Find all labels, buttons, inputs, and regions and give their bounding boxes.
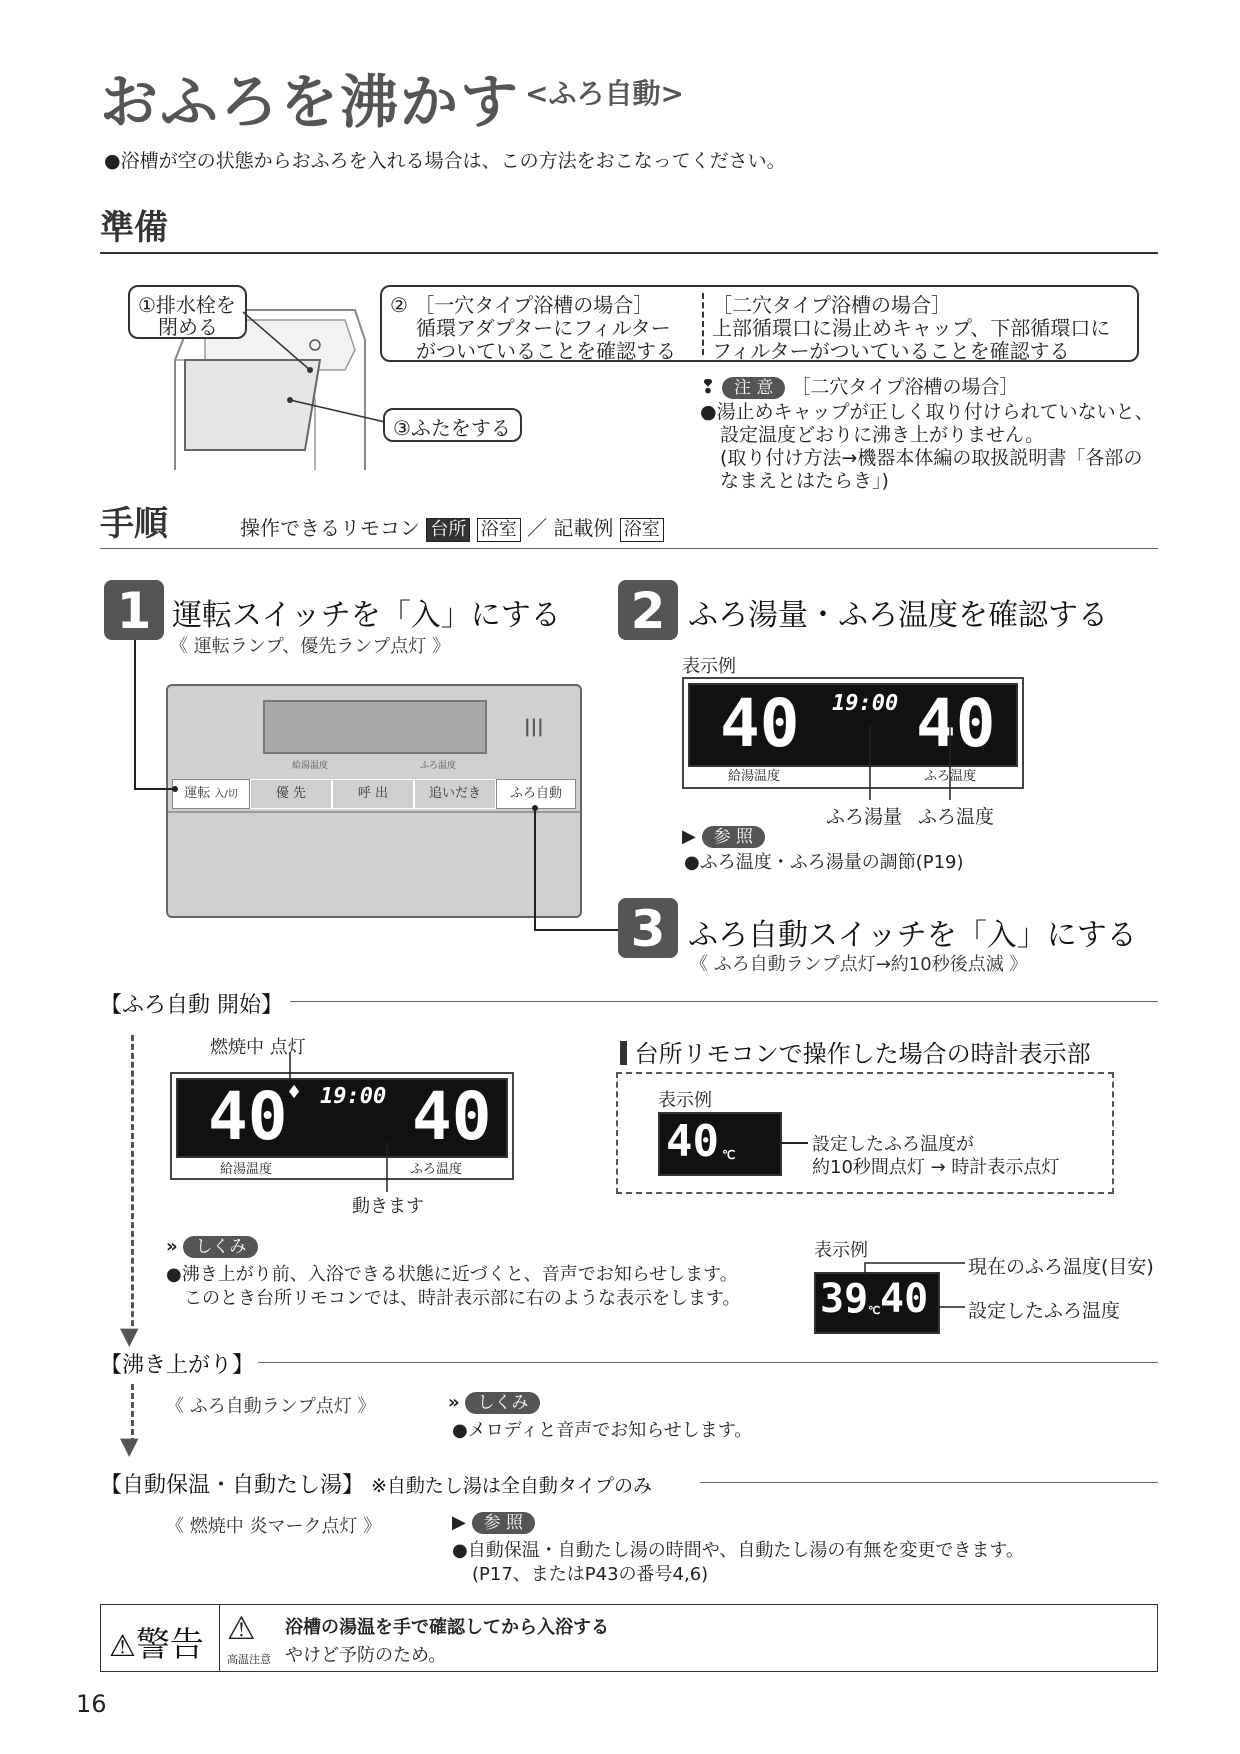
ex2-set: 設定したふろ温度 (968, 1300, 1121, 1322)
step1-title: 運転スイッチを「入」にする (172, 598, 561, 633)
step3-note: 《 ふろ自動ランプ点灯→約10秒後点滅 》 (690, 954, 1028, 975)
caution-title: ［二穴タイプ浴槽の場合］ (791, 376, 1019, 398)
prep-item1-line1: ①排水栓を (138, 293, 236, 317)
warning-text: やけど予防のため。 (285, 1645, 447, 1666)
step2-lcd-label-left: 給湯温度 (728, 769, 781, 784)
ref-arrow-icon: ▶ (682, 826, 696, 847)
done-rule (258, 1362, 1158, 1363)
ex2-current: 現在のふろ温度(目安) (968, 1256, 1154, 1278)
page-number: 16 (76, 1690, 107, 1718)
step2-ref-text: ●ふろ温度・ふろ湯量の調節(P19) (684, 852, 964, 873)
remote-label: 操作できるリモコン (240, 516, 420, 540)
hot-caption: 高温注意 (227, 1653, 271, 1666)
prep-item2b-line2: 上部循環口に湯止めキャップ、下部循環口に (712, 316, 1111, 340)
caution-header (700, 372, 1018, 399)
remote-label-right: ふろ温度 (420, 761, 457, 771)
keep-ref-header (452, 1512, 535, 1534)
start-lcd-left: 40 (208, 1078, 288, 1155)
warning-box (100, 1604, 1158, 1672)
start-lcd-clock: 19:00 (320, 1084, 387, 1109)
step2-ref-header (682, 826, 765, 848)
remote-row (240, 512, 664, 542)
keep-note: 《 燃焼中 炎マーク点灯 》 (166, 1516, 382, 1537)
kitchen-example-label: 表示例 (658, 1090, 712, 1111)
power-button-sub: 入/切 (214, 789, 238, 800)
keep-label (100, 1468, 652, 1499)
kitchen-lcd-value: 40 (666, 1116, 719, 1167)
reheat-button[interactable]: 追いだき (414, 779, 496, 809)
shikumi-chevron-icon: » (166, 1236, 178, 1257)
step2-title: ふろ湯量・ふろ温度を確認する (688, 598, 1108, 633)
start-rule (290, 1001, 1158, 1002)
step2-lcd-left: 40 (720, 685, 800, 762)
remote-speaker-icon: ||| (524, 716, 544, 737)
done-shikumi-header (448, 1392, 540, 1414)
step3-title: ふろ自動スイッチを「入」にする (688, 918, 1137, 953)
caution-line2: 設定温度どおりに沸き上がりません。 (720, 424, 1045, 446)
warning-label-text: 警告 (135, 1625, 204, 1665)
done-shikumi-chevron-icon: » (448, 1392, 460, 1413)
start-moves: 動きます (352, 1196, 424, 1217)
call-button[interactable]: 呼 出 (332, 779, 414, 809)
done-shikumi-badge: しくみ (465, 1392, 540, 1414)
flow-arrow-head-2: ▼ (120, 1432, 139, 1460)
start-shikumi-header (166, 1236, 258, 1258)
caution-badge: 注 意 (722, 377, 785, 399)
step2-callout-lines (860, 720, 980, 810)
keep-label-note: ※自動たし湯は全自動タイプのみ (371, 1475, 652, 1497)
caution-line4: なまえとはたらき」) (720, 470, 889, 492)
keep-rule (700, 1482, 1158, 1483)
ex2-lcd-left: 39 (820, 1276, 869, 1322)
start-lcd-label-left: 給湯温度 (220, 1162, 273, 1177)
ex2-callout-lines (860, 1255, 970, 1315)
done-shikumi-text: ●メロディと音声でお知らせします。 (452, 1420, 753, 1441)
prep-item1-line2: 閉める (158, 315, 218, 339)
procedure-rule (100, 548, 1158, 549)
keep-ref-arrow-icon: ▶ (452, 1512, 466, 1533)
ex2-label: 表示例 (814, 1240, 868, 1261)
example-bath-badge: 浴室 (620, 518, 664, 542)
step2-ref-badge: 参 照 (702, 826, 765, 848)
done-label: 【沸き上がり】 (100, 1353, 255, 1378)
warning-label (109, 1617, 204, 1666)
prep-item1-box (128, 285, 247, 339)
prep-item2b-line3: フィルターがついていることを確認する (712, 339, 1070, 363)
kitchen-lcd (658, 1112, 782, 1176)
flow-arrow-head-1: ▼ (120, 1322, 139, 1350)
prep-item2-divider (702, 293, 704, 355)
step3-number: 3 (618, 898, 678, 958)
warning-triangle-icon: ⚠ (109, 1629, 136, 1664)
keep-ref-line2: (P17、またはP43の番号4,6) (472, 1564, 709, 1585)
start-burning: 燃焼中 点灯 (210, 1037, 306, 1058)
procedure-heading: 手順 (100, 504, 168, 544)
prep-item3-text: ③ふたをする (393, 416, 511, 440)
auto-bath-button[interactable]: ふろ自動 (496, 779, 576, 809)
keep-ref-badge: 参 照 (472, 1512, 535, 1534)
kitchen-callout-line (778, 1142, 808, 1144)
caution-line1: ●湯止めキャップが正しく取り付けられていないと、 (700, 401, 1154, 423)
remote-bath-badge: 浴室 (477, 518, 521, 542)
step2-example-label: 表示例 (682, 656, 736, 677)
kitchen-lcd-unit: ℃ (722, 1148, 736, 1162)
keep-ref-line1: ●自動保温・自動たし湯の時間や、自動たし湯の有無を変更できます。 (452, 1540, 1024, 1561)
prep-item2a-line1: ② ［一穴タイプ浴槽の場合］ (390, 293, 654, 317)
power-button-label: 運転 (184, 786, 211, 801)
prep-item2a-line3: がついていることを確認する (416, 339, 676, 363)
step2-lcd-clock: 19:00 (832, 691, 899, 716)
prep-leader-lines (240, 300, 390, 430)
remote-kitchen-badge: 台所 (426, 518, 470, 542)
kitchen-desc1: 設定したふろ温度が (812, 1134, 974, 1155)
step2-lcd-label-right: ふろ温度 (924, 769, 977, 784)
start-callout-lines (280, 1052, 400, 1192)
prep-item2-box (380, 285, 1139, 362)
prep-item2a-line2: 循環アダプターにフィルター (416, 316, 671, 340)
caution-icon: ❢ (700, 376, 716, 398)
kitchen-box (616, 1072, 1114, 1194)
start-lcd-label-right: ふろ温度 (410, 1162, 463, 1177)
priority-button[interactable]: 優 先 (250, 779, 332, 809)
prep-item3-box (383, 408, 522, 442)
warning-label-cell (101, 1605, 220, 1671)
start-label: 【ふろ自動 開始】 (100, 993, 283, 1018)
warning-title: 浴槽の湯温を手で確認してから入浴する (285, 1617, 609, 1638)
step2-number: 2 (618, 580, 678, 640)
kitchen-desc2: 約10秒間点灯 → 時計表示点灯 (812, 1157, 1060, 1178)
step1-note: 《 運転ランプ、優先ランプ点灯 》 (170, 636, 451, 657)
hot-water-icon: ⚠ (227, 1609, 256, 1647)
step2-callout-temp: ふろ温度 (918, 806, 995, 828)
flame-icon: ♦ (286, 1082, 303, 1103)
start-shikumi-line1: ●沸き上がり前、入浴できる状態に近づくと、音声でお知らせします。 (166, 1264, 738, 1285)
ex2-lcd-right: 40 (880, 1276, 929, 1322)
start-lcd-right: 40 (412, 1078, 492, 1155)
start-shikumi-line2: このとき台所リモコンでは、時計表示部に右のような表示をします。 (184, 1288, 741, 1309)
keep-label-main: 【自動保温・自動たし湯】 (100, 1473, 365, 1498)
caution-line3: (取り付け方法→機器本体編の取扱説明書「各部の (720, 447, 1143, 469)
step2-callout-volume: ふろ湯量 (826, 806, 903, 828)
step1-number: 1 (104, 580, 164, 640)
page-subtitle: <ふろ自動> (525, 77, 684, 110)
flow-arrow-line-1 (131, 1035, 134, 1335)
intro-text: ●浴槽が空の状態からおふろを入れる場合は、この方法をおこなってください。 (104, 150, 786, 172)
done-note: 《 ふろ自動ランプ点灯 》 (166, 1396, 376, 1417)
kitchen-heading-bar (620, 1041, 627, 1065)
kitchen-heading-text: 台所リモコンで操作した場合の時計表示部 (634, 1040, 1091, 1068)
example-label: ／ 記載例 (527, 516, 614, 540)
step-leader-lines (125, 640, 685, 940)
prep-rule (100, 252, 1158, 254)
page-title: おふろを沸かす (100, 68, 521, 136)
prep-item2b-line1: ［二穴タイプ浴槽の場合］ (712, 293, 951, 317)
kitchen-heading (620, 1034, 1091, 1069)
remote-label-left: 給湯温度 (292, 761, 329, 771)
prep-heading: 準備 (100, 208, 168, 248)
step2-lcd-right: 40 (916, 685, 996, 762)
ex2-lcd-unit: ℃ (868, 1304, 881, 1317)
start-shikumi-badge: しくみ (183, 1236, 258, 1258)
